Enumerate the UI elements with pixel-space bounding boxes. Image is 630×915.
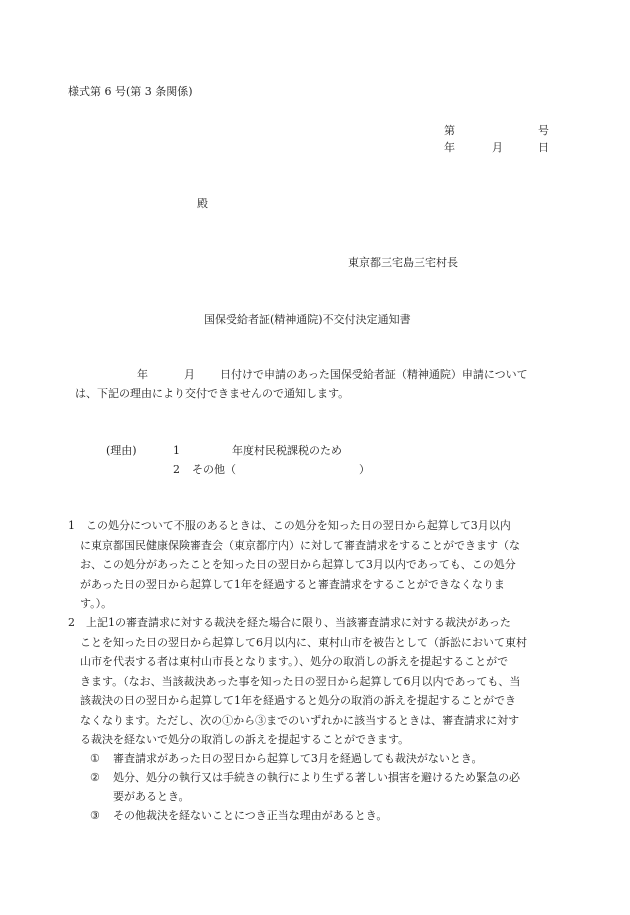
sub-item-2-text: 処分、処分の執行又は手続きの執行により生ずる著しい損害を避けるため緊急の必 xyxy=(113,771,520,784)
doc-number-dai: 第 xyxy=(444,124,455,137)
sub-item-1-mark: ① xyxy=(90,752,100,765)
sub-item-3-mark: ③ xyxy=(90,809,100,822)
form-number: 様式第 6 号(第 3 条関係) xyxy=(68,85,193,98)
note-line: があった日の翌日から起算して1年を経過すると審査請求をすることができなくなりま xyxy=(80,577,505,591)
note-line: 山市を代表する者は東村山市長となります。）、処分の取消しの訴えを提起することがで xyxy=(80,655,509,668)
note-line: る裁決を経ないで処分の取消しの訴えを提起することができます。 xyxy=(80,733,410,746)
doc-number-go: 号 xyxy=(538,124,549,137)
note-line: お、この処分があったことを知った日の翌日から起算して3月以内であっても、この処分 xyxy=(80,558,516,571)
date-month: 月 xyxy=(492,141,503,154)
note-line: に東京都国民健康保険審査会（東京都庁内）に対して審査請求をすることができます（な xyxy=(80,538,520,552)
issuer: 東京都三宅島三宅村長 xyxy=(348,256,458,269)
note-1 xyxy=(68,516,558,614)
sub-item-2-text-cont: 要があるとき。 xyxy=(113,790,190,803)
date-year: 年 xyxy=(444,141,455,154)
sub-item-2-mark: ② xyxy=(90,771,100,784)
note-line: 該裁決の日の翌日から起算して1年を経過すると処分の取消の訴えを提起することができ xyxy=(80,694,516,707)
body-line1-month: 月 xyxy=(184,368,195,381)
body-line2: は、下記の理由により交付できませんので通知します。 xyxy=(75,387,350,400)
sub-item-3-text: その他裁決を経ないことにつき正当な理由があるとき。 xyxy=(113,809,388,822)
note-line: す。）。 xyxy=(80,597,113,610)
sub-item-1-text: 審査請求があった日の翌日から起算して3月を経過しても裁決がないとき。 xyxy=(113,752,483,765)
reason-item2-close: ） xyxy=(359,463,370,476)
addressee-suffix: 殿 xyxy=(197,197,208,210)
body-line1-year: 年 xyxy=(137,368,148,381)
reason-item1-text: 年度村民税課税のため xyxy=(232,444,342,457)
note-line: ことを知った日の翌日から起算して6月以内に、東村山市を被告として（訴訟において東村 xyxy=(80,635,527,649)
reason-item1-number: 1 xyxy=(173,444,180,457)
note-line: きます。（なお、当該裁決あった事を知った日の翌日から起算して6月以内であっても、当 xyxy=(80,674,521,688)
note-line: 1 この処分について不服のあるときは、この処分を知った日の翌日から起算して3月以内 xyxy=(68,519,511,532)
note-line: なくなります。ただし、次の①から③までのいずれかに該当するときは、審査請求に対す xyxy=(80,713,520,727)
reason-item2-text: その他（ xyxy=(192,463,236,476)
body-line1-rest: 日付けで申請のあった国保受給者証（精神通院）申請について xyxy=(220,368,528,381)
reason-label: (理由) xyxy=(106,444,137,457)
note-line: 2 上記1の審査請求に対する裁決を経た場合に限り、当該審査請求に対する裁決があった xyxy=(68,616,511,629)
document-title: 国保受給者証(精神通院)不交付決定通知書 xyxy=(204,313,411,326)
date-day: 日 xyxy=(538,141,549,154)
note-2 xyxy=(68,613,558,750)
reason-item2-number: 2 xyxy=(173,463,180,476)
